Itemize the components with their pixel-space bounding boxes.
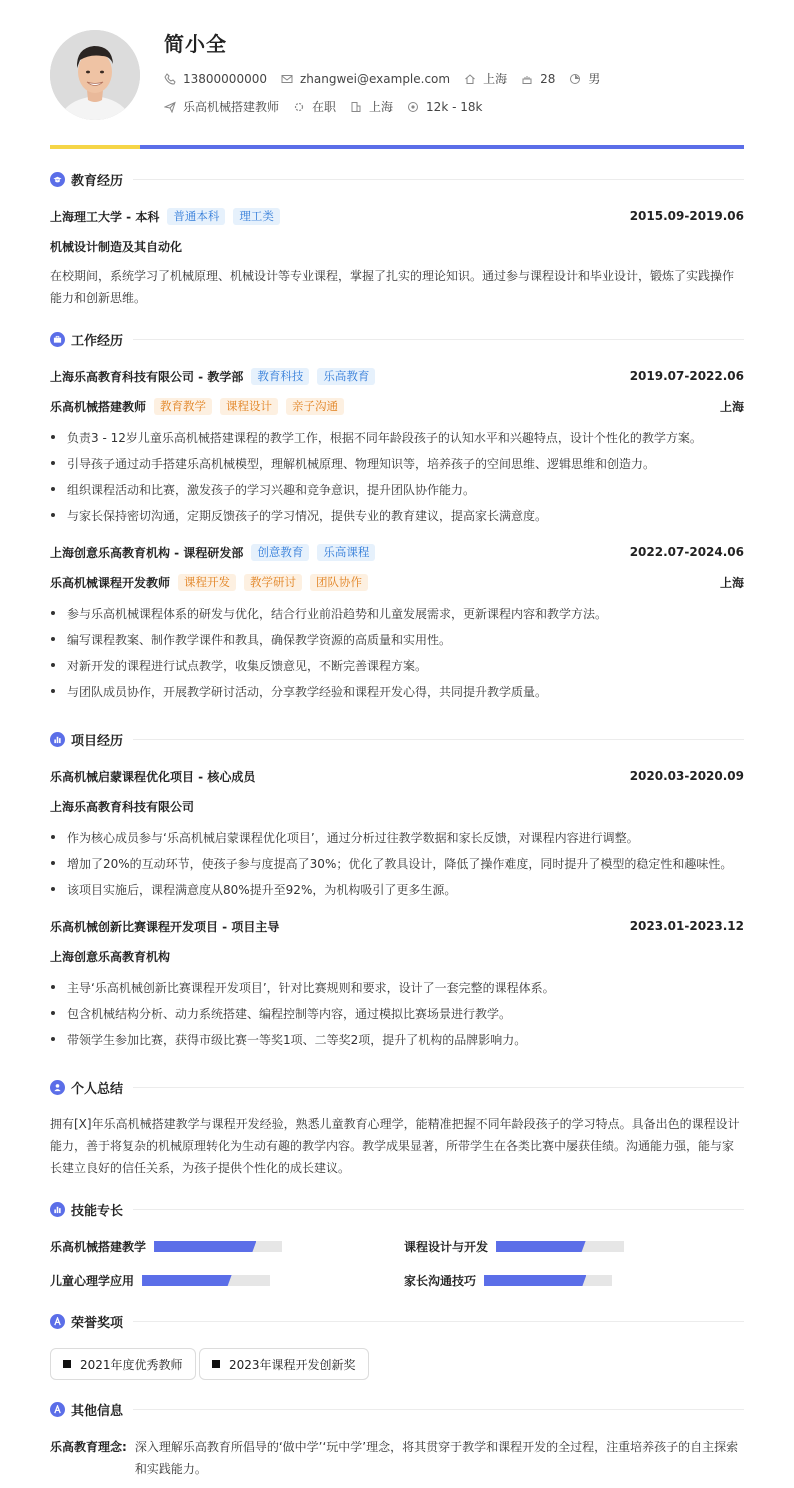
status-icon <box>293 101 305 113</box>
briefcase-icon <box>50 332 65 347</box>
graduation-cap-icon <box>50 172 65 187</box>
status-text: 在职 <box>312 100 337 114</box>
section-title-text: 工作经历 <box>71 333 124 349</box>
section-other <box>50 1399 744 1419</box>
project-title: 乐高机械创新比赛课程开发项目 - 项目主导 <box>50 919 280 934</box>
project-org: 上海创意乐高教育机构 <box>50 949 171 964</box>
work-bullet: 参与乐高机械课程体系的研发与优化，结合行业前沿趋势和儿童发展需求，更新课程内容和教学方法。 <box>50 605 744 622</box>
education-major-row <box>50 237 744 255</box>
project-org-row <box>50 797 744 815</box>
skill-name: 家长沟通技巧 <box>404 1274 477 1288</box>
info-icon <box>50 1402 65 1417</box>
project-title-row <box>50 767 744 785</box>
target-position-text: 乐高机械搭建教师 <box>183 100 280 114</box>
section-awards <box>50 1311 744 1331</box>
section-work <box>50 329 744 349</box>
project-bullet: 作为核心成员参与‘乐高机械启蒙课程优化项目’，通过分析过往教学数据和家长反馈，对课程内容进行调整。 <box>50 829 744 846</box>
work-role-row <box>50 573 744 591</box>
skill-item <box>404 1238 624 1255</box>
skill-name: 儿童心理学应用 <box>50 1274 135 1288</box>
company-tag: 乐高课程 <box>317 544 375 561</box>
contact-row <box>164 70 614 87</box>
award-text: 2021年度优秀教师 <box>80 1357 183 1372</box>
email-icon <box>281 73 293 85</box>
section-title-text: 荣誉奖项 <box>71 1315 124 1331</box>
award-chip <box>199 1348 369 1380</box>
work-bullet: 对新开发的课程进行试点教学，收集反馈意见，不断完善课程方案。 <box>50 657 744 674</box>
project-title-row <box>50 917 744 935</box>
gender-icon <box>569 73 581 85</box>
role-tag: 教育教学 <box>154 398 212 415</box>
target-city-item <box>350 98 393 115</box>
section-rule <box>133 1209 744 1210</box>
section-projects <box>50 729 744 749</box>
salary-item <box>407 100 482 114</box>
section-skills <box>50 1199 744 1219</box>
skill-bar-fill <box>154 1241 256 1252</box>
skill-item <box>50 1238 282 1255</box>
salary-text: 12k - 18k <box>426 99 483 114</box>
location-item <box>464 70 507 87</box>
send-icon <box>164 101 176 113</box>
project-period: 2023.01-2023.12 <box>629 919 744 933</box>
company-tag: 乐高教育 <box>317 368 375 385</box>
building-icon <box>350 101 362 113</box>
candidate-name: 简小全 <box>164 32 227 56</box>
location-text: 上海 <box>483 72 508 86</box>
work-company-row <box>50 367 744 385</box>
section-rule <box>133 339 744 340</box>
work-city: 上海 <box>719 399 744 414</box>
work-company: 上海创意乐高教育机构 - 课程研发部 <box>50 545 244 560</box>
other-text: 深入理解乐高教育所倡导的‘做中学’‘玩中学’理念，将其贯穿于教学和课程开发的全过程，注重培养孩子的自主探索和实践能力。 <box>134 1440 739 1476</box>
section-rule <box>133 1409 744 1410</box>
section-title-text: 技能专长 <box>71 1203 124 1219</box>
work-company: 上海乐高教育科技有限公司 - 教学部 <box>50 369 244 384</box>
target-position-item <box>164 98 279 115</box>
work-company-row <box>50 543 744 561</box>
skill-bar-track <box>154 1241 282 1252</box>
status-item <box>293 98 336 115</box>
project-title: 乐高机械启蒙课程优化项目 - 核心成员 <box>50 769 256 784</box>
email-item <box>281 72 450 86</box>
phone-item <box>164 72 267 86</box>
education-tag: 普通本科 <box>167 208 225 225</box>
education-period: 2015.09-2019.06 <box>629 209 744 223</box>
work-bullet: 与家长保持密切沟通，定期反馈孩子的学习情况，提供专业的教育建议，提高家长满意度。 <box>50 507 744 524</box>
role-tag: 课程开发 <box>178 574 236 591</box>
email-text: zhangwei@example.com <box>299 71 451 86</box>
phone-text: 13800000000 <box>183 71 267 86</box>
section-education <box>50 169 744 189</box>
education-tag: 理工类 <box>233 208 280 225</box>
work-bullet: 编写课程教案、制作教学课件和教具，确保教学资源的高质量和实用性。 <box>50 631 744 648</box>
education-description: 在校期间，系统学习了机械原理、机械设计等专业课程，掌握了扎实的理论知识。通过参与课程设计和毕业设计，锻炼了实践操作能力和创新思维。 <box>50 269 735 305</box>
avatar-photo <box>50 30 140 120</box>
work-period: 2019.07-2022.06 <box>629 369 744 383</box>
work-city: 上海 <box>719 575 744 590</box>
award-icon <box>50 1314 65 1329</box>
role-tag: 教学研讨 <box>244 574 302 591</box>
work-bullet: 组织课程活动和比赛，激发孩子的学习兴趣和竞争意识，提升团队协作能力。 <box>50 481 744 498</box>
project-bullet: 包含机械结构分析、动力系统搭建、编程控制等内容，通过模拟比赛场景进行教学。 <box>50 1005 744 1022</box>
phone-icon <box>164 73 176 85</box>
skill-item <box>404 1272 612 1289</box>
work-role: 乐高机械课程开发教师 <box>50 575 171 590</box>
section-title-text: 项目经历 <box>71 733 124 749</box>
skill-bar-fill <box>496 1241 586 1252</box>
work-bullet: 负责3 - 12岁儿童乐高机械搭建课程的教学工作，根据不同年龄段孩子的认知水平和兴趣特点，设计个性化的教学方案。 <box>50 429 744 446</box>
bar-chart-icon <box>50 732 65 747</box>
section-rule <box>133 179 744 180</box>
role-tag: 团队协作 <box>310 574 368 591</box>
role-tag: 亲子沟通 <box>286 398 344 415</box>
project-period: 2020.03-2020.09 <box>629 769 744 783</box>
skill-bar-track <box>484 1275 612 1286</box>
work-bullet: 与团队成员协作，开展教学研讨活动，分享教学经验和课程开发心得，共同提升教学质量。 <box>50 683 744 700</box>
section-rule <box>133 739 744 740</box>
education-header <box>50 207 744 225</box>
section-summary <box>50 1077 744 1097</box>
gender-item <box>569 70 600 87</box>
award-chip <box>50 1348 196 1380</box>
section-title-text: 个人总结 <box>71 1081 124 1097</box>
project-org-row <box>50 947 744 965</box>
project-bullet: 带领学生参加比赛，获得市级比赛一等奖1项、二等奖2项，提升了机构的品牌影响力。 <box>50 1031 744 1048</box>
work-bullet: 引导孩子通过动手搭建乐高机械模型，理解机械原理、物理知识等，培养孩子的空间思维、逻辑思维和创造力。 <box>50 455 744 472</box>
work-role: 乐高机械搭建教师 <box>50 399 147 414</box>
section-rule <box>133 1321 744 1322</box>
section-title-text: 其他信息 <box>71 1403 124 1419</box>
header-divider-accent <box>50 145 140 149</box>
award-marker-icon <box>63 1360 71 1368</box>
skill-bar-track <box>142 1275 270 1286</box>
resume-header <box>50 28 744 128</box>
skill-bar-fill <box>484 1275 586 1286</box>
summary-text: 拥有[X]年乐高机械搭建教学与课程开发经验，熟悉儿童教育心理学，能精准把握不同年龄段孩子的学习特点。具备出色的课程设计能力，善于将复杂的机械原理转化为生动有趣的教学内容。教学成果显著，所带学生在各类比赛中屡获佳绩。沟通能力强，能与家长建立良好的信任关系，为孩子提供个性化的成长建议。 <box>50 1117 740 1175</box>
work-period: 2022.07-2024.06 <box>629 545 744 559</box>
skill-item <box>50 1272 270 1289</box>
award-text: 2023年课程开发创新奖 <box>229 1357 356 1372</box>
other-info <box>50 1436 744 1480</box>
education-major: 机械设计制造及其自动化 <box>50 239 183 254</box>
gender-text: 男 <box>588 72 601 86</box>
award-marker-icon <box>212 1360 220 1368</box>
section-rule <box>133 1087 744 1088</box>
section-title-text: 教育经历 <box>71 173 124 189</box>
user-icon <box>50 1080 65 1095</box>
salary-icon <box>407 101 419 113</box>
age-item <box>521 72 555 86</box>
age-text: 28 <box>540 71 556 86</box>
home-icon <box>464 73 476 85</box>
work-role-row <box>50 397 744 415</box>
project-org: 上海乐高教育科技有限公司 <box>50 799 195 814</box>
skill-bar-fill <box>142 1275 232 1286</box>
skill-name: 乐高机械搭建教学 <box>50 1240 147 1254</box>
skill-name: 课程设计与开发 <box>404 1240 489 1254</box>
target-city-text: 上海 <box>369 100 394 114</box>
project-bullet: 主导‘乐高机械创新比赛课程开发项目’，针对比赛规则和要求，设计了一套完整的课程体系。 <box>50 979 744 996</box>
company-tag: 创意教育 <box>251 544 309 561</box>
bar-chart-icon <box>50 1202 65 1217</box>
job-intent-row <box>164 98 496 115</box>
avatar <box>50 30 140 120</box>
header-divider <box>50 145 744 149</box>
school-name: 上海理工大学 - 本科 <box>50 209 160 224</box>
company-tag: 教育科技 <box>251 368 309 385</box>
project-bullet: 该项目实施后，课程满意度从80%提升至92%，为机构吸引了更多生源。 <box>50 881 744 898</box>
skill-bar-track <box>496 1241 624 1252</box>
other-label: 乐高教育理念: <box>50 1440 127 1454</box>
project-bullet: 增加了20%的互动环节，使孩子参与度提高了30%；优化了教具设计，降低了操作难度，同时提升了模型的稳定性和趣味性。 <box>50 855 744 872</box>
role-tag: 课程设计 <box>220 398 278 415</box>
cake-icon <box>521 73 533 85</box>
